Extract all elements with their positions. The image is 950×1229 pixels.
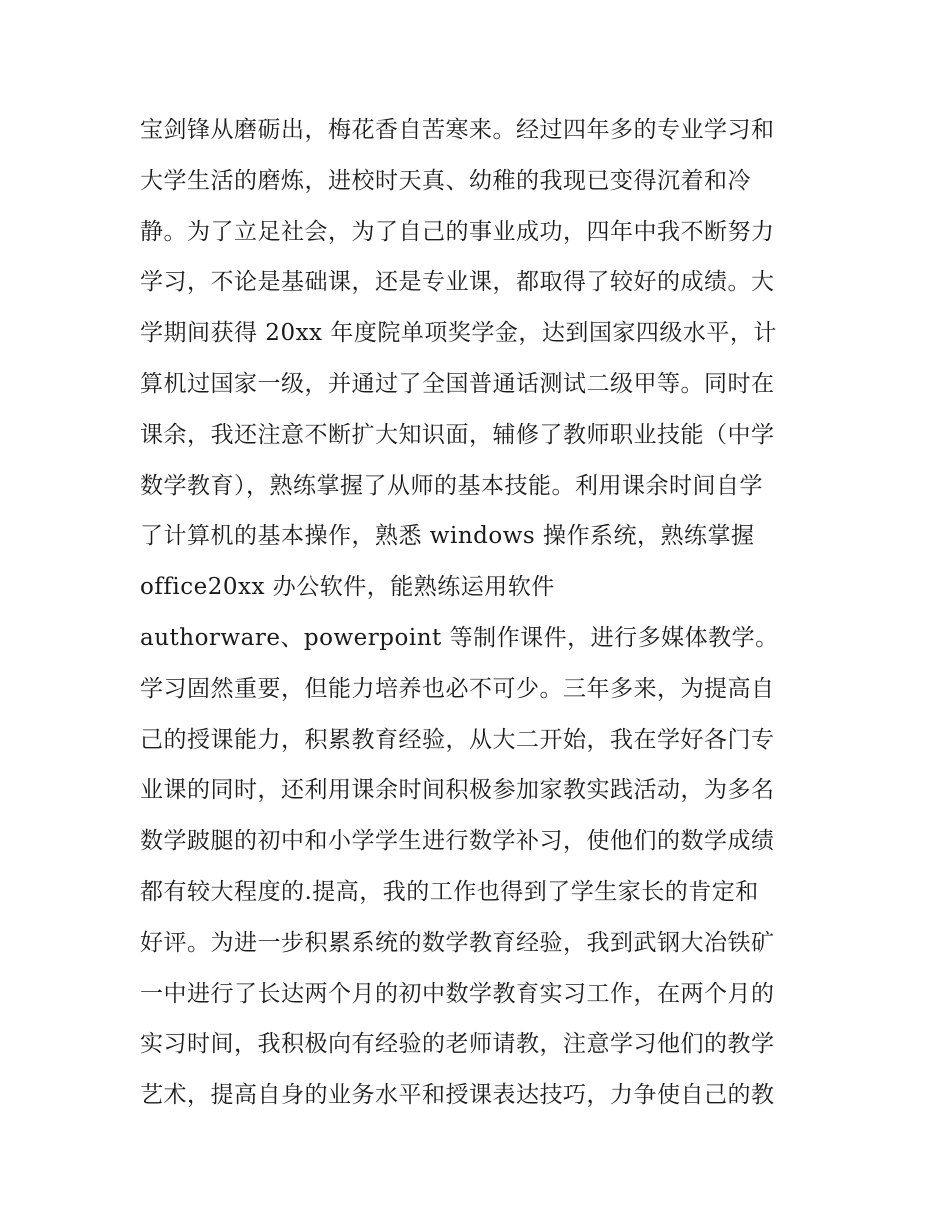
body-text [140,105,830,1121]
text-line: 学习固然重要，但能力培养也必不可少。三年多来，为提高自 [140,675,775,702]
text-line: 课余，我还注意不断扩大知识面，辅修了教师职业技能（中学 [140,421,775,448]
text-line: 宝剑锋从磨砺出，梅花香自苦寒来。经过四年多的专业学习和 [140,117,775,143]
text-line: 了计算机的基本操作，熟悉 windows 操作系统，熟练掌握 [140,523,755,550]
text-line: 学期间获得 20xx 年度院单项奖学金，达到国家四级水平，计 [140,320,777,347]
text-line: 学习，不论是基础课，还是专业课，都取得了较好的成绩。大 [140,269,775,296]
text-line: 己的授课能力，积累教育经验，从大二开始，我在学好各门专 [140,726,775,753]
text-line: 算机过国家一级，并通过了全国普通话测试二级甲等。同时在 [140,370,775,397]
text-line: 实习时间，我积极向有经验的老师请教，注意学习他们的教学 [140,1031,775,1058]
text-line: 艺术，提高自身的业务水平和授课表达技巧，力争使自己的教 [140,1082,775,1109]
text-line: 好评。为进一步积累系统的数学教育经验，我到武钢大冶铁矿 [140,929,775,956]
text-line: 静。为了立足社会，为了自己的事业成功，四年中我不断努力 [140,218,775,245]
text-line: 一中进行了长达两个月的初中数学教育实习工作，在两个月的 [140,980,775,1007]
text-line: authorware、powerpoint 等制作课件，进行多媒体教学。 [140,624,779,651]
text-line: 业课的同时，还利用课余时间积极参加家教实践活动，为多名 [140,777,775,804]
text-line: 都有较大程度的.提高，我的工作也得到了学生家长的肯定和 [140,878,759,905]
text-line: office20xx 办公软件，能熟练运用软件 [140,574,555,601]
text-line: 数学跛腿的初中和小学学生进行数学补习，使他们的数学成绩 [140,828,775,855]
text-line: 数学教育），熟练掌握了从师的基本技能。利用课余时间自学 [140,472,763,499]
text-line: 大学生活的磨炼，进校时天真、幼稚的我现已变得沉着和冷 [140,167,751,194]
